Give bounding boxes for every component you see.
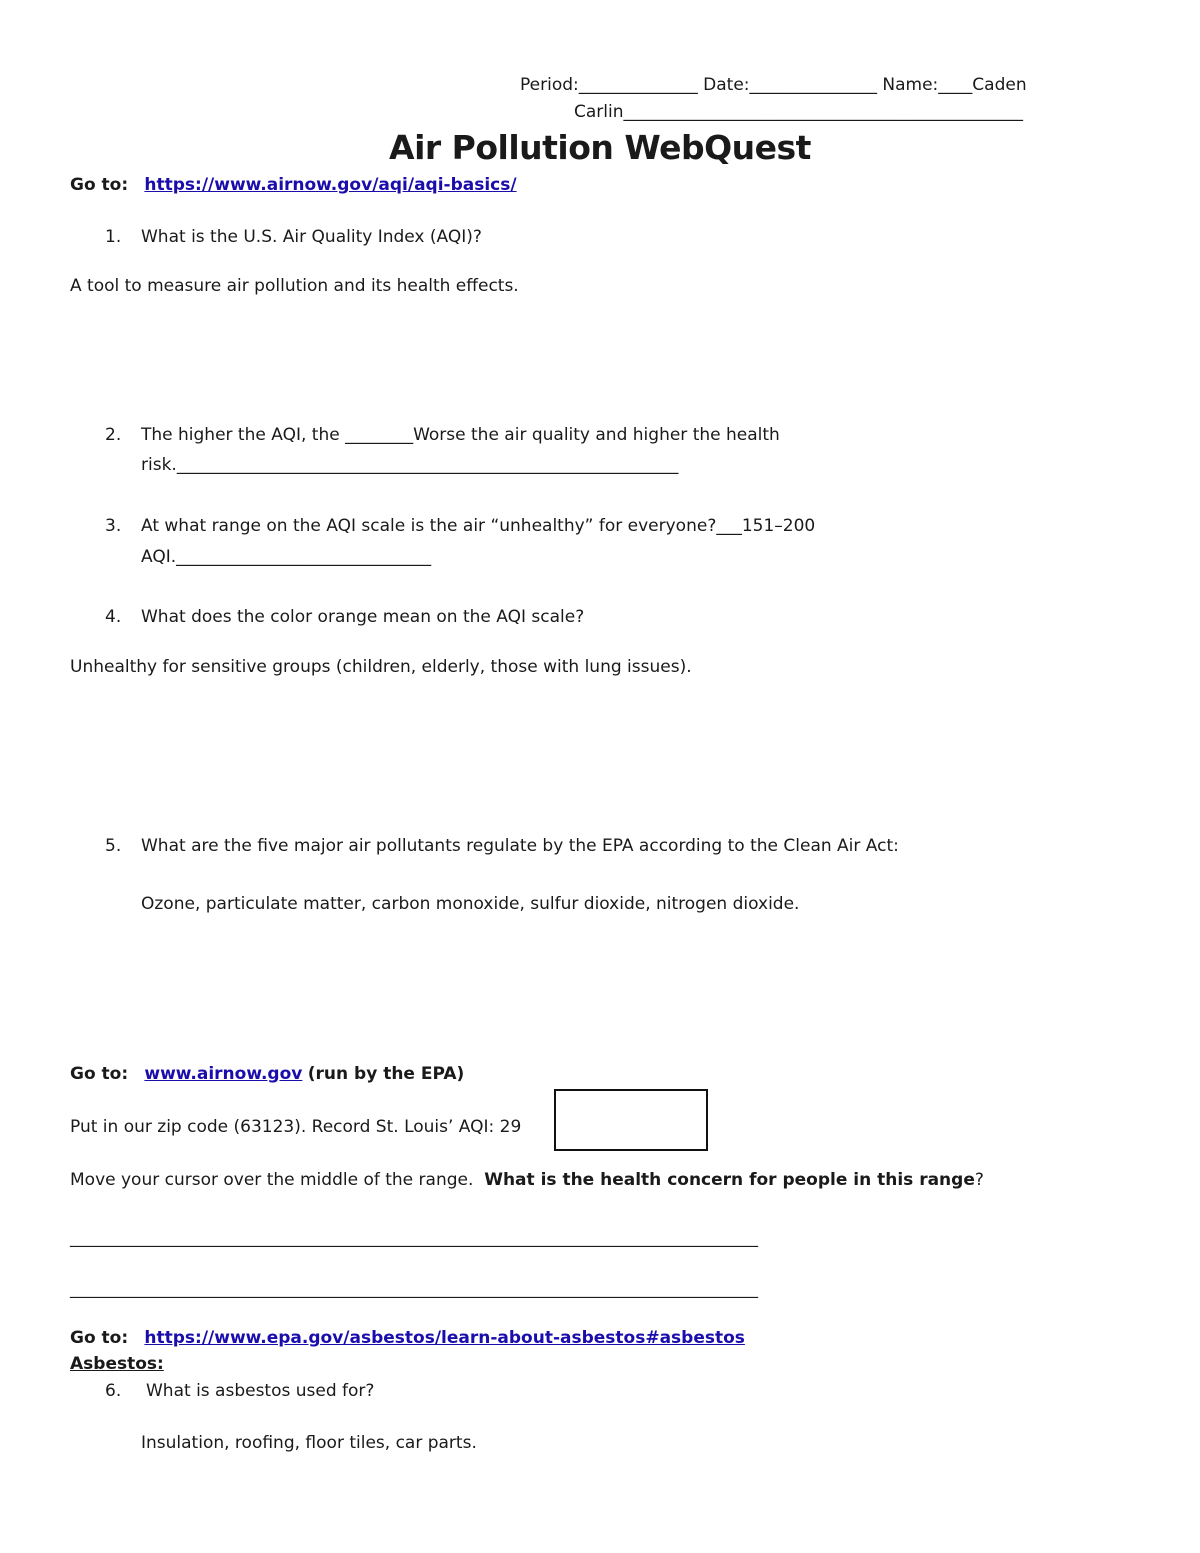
cursor-instruction: [70, 1170, 984, 1190]
zip-code-instruction: Put in our zip code (63123). Record St. Louis’ AQI: 29: [70, 1117, 522, 1137]
health-concern-question: What is the health concern for people in this range: [484, 1170, 975, 1190]
answer-6-text: Insulation, roofing, floor tiles, car parts.: [141, 1433, 477, 1453]
goto-line-asbestos: [70, 1328, 745, 1348]
page-title: Air Pollution WebQuest: [389, 128, 811, 167]
question-3-text-line2: AQI.______________________________: [141, 547, 432, 567]
question-3-text-line1: At what range on the AQI scale is the air “unhealthy” for everyone?___151–200: [141, 516, 816, 536]
question-2-text-line2: risk.___________________________________________________________: [141, 455, 679, 475]
aqi-basics-link[interactable]: https://www.airnow.gov/aqi/aqi-basics/: [144, 175, 517, 195]
goto-label: Go to:: [70, 1064, 129, 1084]
question-5-text: What are the five major air pollutants regulate by the EPA according to the Clean Air Act:: [141, 836, 899, 856]
aqi-answer-box: [554, 1089, 708, 1151]
question-5-number: 5.: [105, 836, 122, 856]
airnow-link-note: (run by the EPA): [307, 1064, 465, 1084]
asbestos-link[interactable]: https://www.epa.gov/asbestos/learn-about-asbestos#asbestos: [144, 1328, 745, 1348]
goto-line-aqi-basics: [70, 175, 517, 195]
answer-1-text: A tool to measure air pollution and its health effects.: [70, 276, 519, 296]
header-name-continuation: Carlin_______________________________________________: [574, 102, 1023, 122]
question-1-text: What is the U.S. Air Quality Index (AQI)?: [141, 227, 482, 247]
question-6-number: 6.: [105, 1381, 122, 1401]
question-3-number: 3.: [105, 516, 122, 536]
question-2-number: 2.: [105, 425, 122, 445]
question-6-text: What is asbestos used for?: [146, 1381, 375, 1401]
airnow-link[interactable]: www.airnow.gov: [144, 1064, 303, 1084]
goto-line-airnow: [70, 1064, 464, 1084]
question-2-text-line1: The higher the AQI, the ________Worse the air quality and higher the health: [141, 425, 780, 445]
answer-4-text: Unhealthy for sensitive groups (children, elderly, those with lung issues).: [70, 657, 692, 677]
answer-blank-line-1: ______________________________________________________________________________________: [70, 1228, 758, 1247]
goto-label: Go to:: [70, 1328, 129, 1348]
header-name-line: Period:______________ Date:_______________ Name:____Caden: [520, 75, 1027, 95]
goto-label: Go to:: [70, 175, 129, 195]
answer-blank-line-2: ______________________________________________________________________________________: [70, 1279, 758, 1298]
question-4-number: 4.: [105, 607, 122, 627]
question-mark: ?: [974, 1170, 984, 1190]
question-1-number: 1.: [105, 227, 122, 247]
answer-5-text: Ozone, particulate matter, carbon monoxide, sulfur dioxide, nitrogen dioxide.: [141, 894, 800, 914]
question-4-text: What does the color orange mean on the AQI scale?: [141, 607, 585, 627]
cursor-instruction-text: Move your cursor over the middle of the range.: [70, 1170, 474, 1190]
asbestos-heading: Asbestos:: [70, 1354, 164, 1374]
